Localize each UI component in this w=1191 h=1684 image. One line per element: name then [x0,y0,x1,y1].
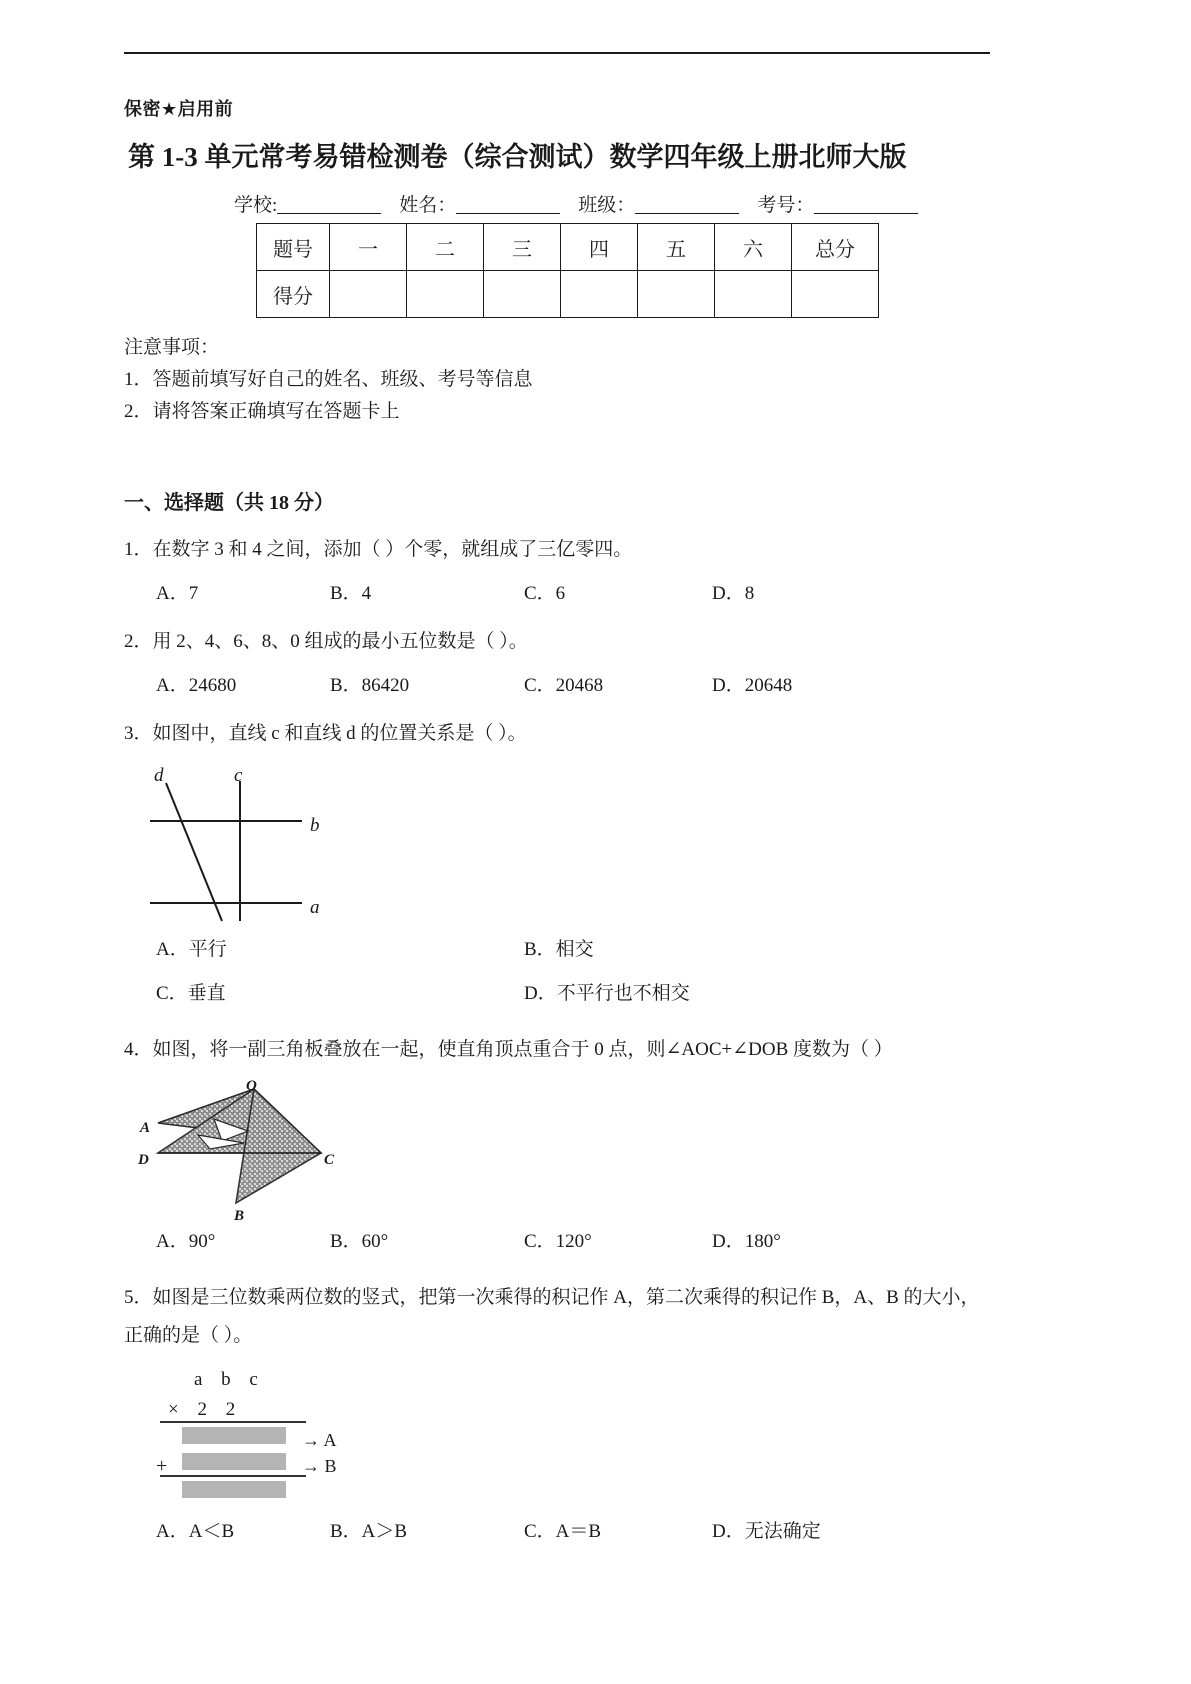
question-5-option-c[interactable]: C．A＝B [524,1521,602,1542]
question-3-options-row1 [124,933,1004,967]
question-4 [124,1033,1004,1259]
name-label: 姓名： [399,195,457,216]
score-cell-1[interactable] [330,271,407,318]
vertex-label-c: C [324,1152,335,1168]
line-label-a: a [310,897,320,918]
question-4-option-d[interactable]: D．180° [712,1231,781,1252]
question-1-option-d[interactable]: D．8 [712,583,755,604]
question-5-figure [152,1363,422,1493]
question-1-option-b[interactable]: B．4 [330,583,372,604]
col-1: 一 [330,224,407,271]
question-5 [124,1281,1004,1549]
question-3-option-a[interactable]: A．平行 [156,939,227,960]
score-cell-4[interactable] [561,271,638,318]
question-5-option-d[interactable]: D．无法确定 [712,1521,821,1542]
question-2 [124,625,1004,703]
question-4-figure [136,1075,346,1224]
score-cell-2[interactable] [407,271,484,318]
exam-number-blank[interactable] [814,213,918,214]
col-total: 总分 [792,224,879,271]
question-2-option-c[interactable]: C．20468 [524,675,604,696]
notice-item-2: 2．请将答案正确填写在答题卡上 [124,401,400,422]
question-4-stem: 4．如图，将一副三角板叠放在一起，使直角顶点重合于 0 点，则∠AOC+∠DOB 度数为（ ） [124,1039,893,1060]
school-blank[interactable] [277,213,381,214]
question-1-option-a[interactable]: A．7 [156,583,199,604]
question-2-option-a[interactable]: A．24680 [156,675,237,696]
question-5-stem-line2: 正确的是（ ）。 [124,1325,253,1346]
col-5: 五 [638,224,715,271]
question-3-options-row2 [124,977,1004,1011]
vertex-label-d: D [138,1152,149,1168]
multiplier-row: × 2 2 [168,1399,243,1420]
class-blank[interactable] [635,213,739,214]
score-table [256,223,879,318]
question-2-stem: 2．用 2、4、6、8、0 组成的最小五位数是（ ）。 [124,631,528,652]
multiplication-bar-bottom [160,1475,306,1477]
multiplicand-row: a b c [194,1369,265,1390]
table-row [257,224,879,271]
question-3-option-b[interactable]: B．相交 [524,939,594,960]
question-4-options [124,1225,1004,1259]
question-5-option-b[interactable]: B．A＞B [330,1521,408,1542]
question-1-stem: 1．在数字 3 和 4 之间，添加（ ）个零，就组成了三亿零四。 [124,539,633,560]
question-3 [124,717,1004,1011]
score-cell-total[interactable] [792,271,879,318]
page-content [124,95,1004,1563]
question-2-option-b[interactable]: B．86420 [330,675,410,696]
question-4-option-b[interactable]: B．60° [330,1231,389,1252]
line-label-d: d [154,765,164,786]
question-3-stem: 3．如图中，直线 c 和直线 d 的位置关系是（ ）。 [124,723,527,744]
question-5-stem-line1: 5．如图是三位数乘两位数的竖式，把第一次乘得的积记作 A，第二次乘得的积记作 B，A、B 的大小， [124,1287,980,1308]
col-3: 三 [484,224,561,271]
partial-product-a-label: → A [302,1430,337,1450]
question-1-options [124,577,1004,611]
page-title: 第 1-3 单元常考易错检测卷（综合测试）数学四年级上册北师大版 [128,142,907,172]
line-label-b: b [310,815,320,836]
triangle-rulers-diagram [136,1075,346,1215]
student-info-line [124,190,1004,217]
question-2-options [124,669,1004,703]
row-header-question-number: 题号 [257,224,330,271]
question-5-option-a[interactable]: A．A＜B [156,1521,235,1542]
vertex-label-a: A [140,1120,151,1136]
notice-heading: 注意事项： [124,337,220,358]
question-4-option-c[interactable]: C．120° [524,1231,592,1252]
row-header-score: 得分 [257,271,330,318]
question-3-option-c[interactable]: C．垂直 [156,983,226,1004]
exam-number-label: 考号： [757,195,815,216]
partial-product-b-shade [182,1453,286,1470]
question-3-option-d[interactable]: D．不平行也不相交 [524,983,690,1004]
secret-notice: 保密★启用前 [124,99,234,120]
score-cell-5[interactable] [638,271,715,318]
col-4: 四 [561,224,638,271]
plus-sign: + [156,1455,168,1477]
partial-product-b-label: → B [302,1456,337,1476]
school-label: 学校: [234,195,278,216]
question-4-option-a[interactable]: A．90° [156,1231,216,1252]
vertex-label-o: O [246,1078,257,1094]
score-cell-3[interactable] [484,271,561,318]
vertex-label-b: B [234,1208,245,1224]
question-5-options [124,1515,1004,1549]
question-3-figure [142,763,442,923]
multiplication-bar-top [160,1421,306,1423]
class-label: 班级： [578,195,636,216]
line-label-c: c [234,765,243,786]
question-2-option-d[interactable]: D．20648 [712,675,793,696]
partial-product-a-shade [182,1427,286,1444]
notice-block [124,332,1004,428]
parallel-lines-diagram [142,763,442,923]
score-cell-6[interactable] [715,271,792,318]
section-heading-choice: 一、选择题（共 18 分） [124,492,334,514]
page-top-rule [124,52,990,54]
table-row [257,271,879,318]
col-6: 六 [715,224,792,271]
col-2: 二 [407,224,484,271]
name-blank[interactable] [456,213,560,214]
question-1-option-c[interactable]: C．6 [524,583,566,604]
total-product-shade [182,1481,286,1498]
question-1 [124,533,1004,611]
notice-item-1: 1．答题前填写好自己的姓名、班级、考号等信息 [124,369,533,390]
